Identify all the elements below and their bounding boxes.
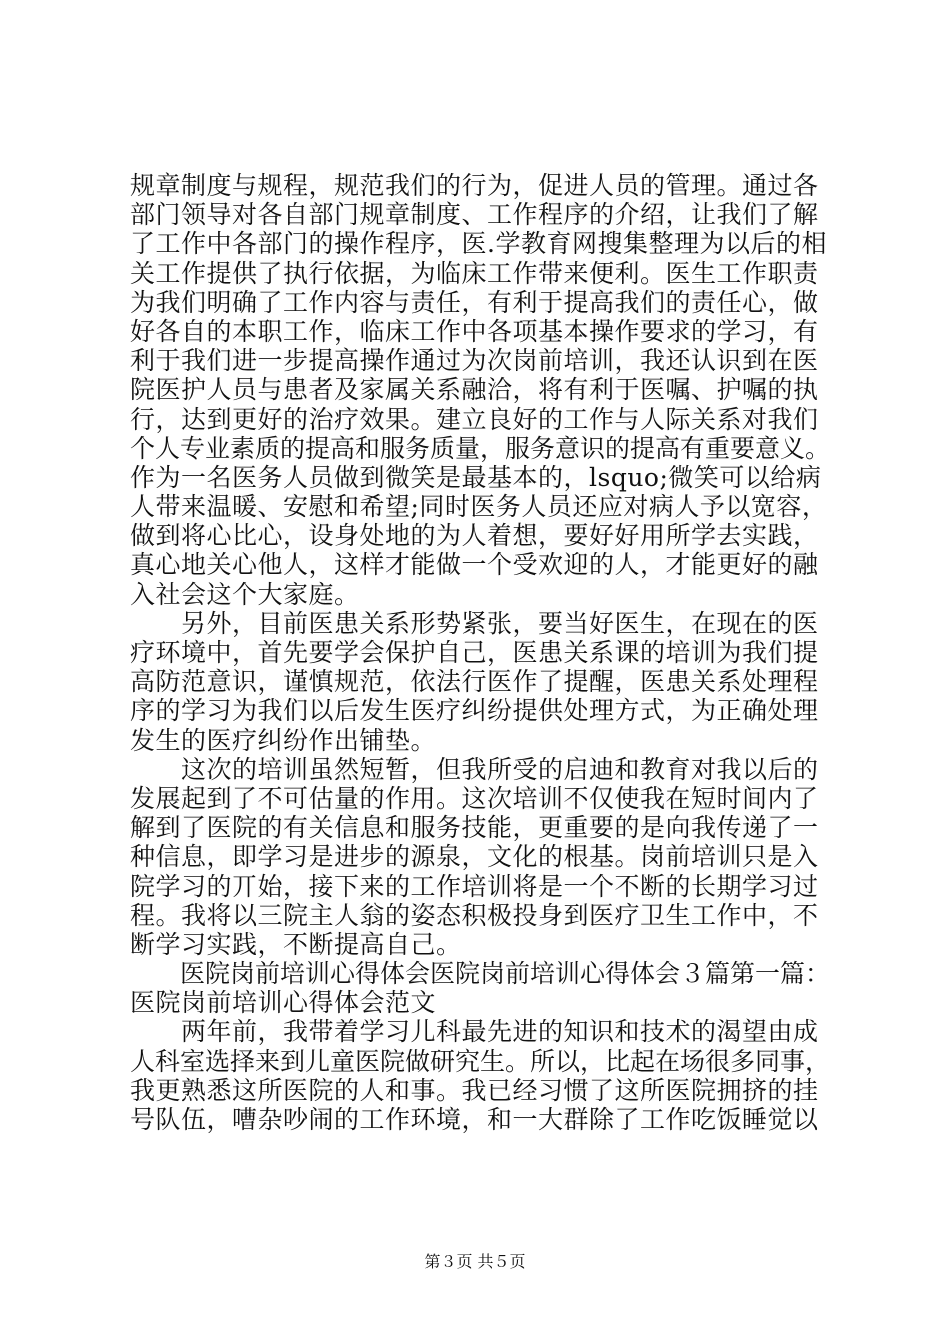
body-text-line: 真心地关心他人，这样才能做一个受欢迎的人，才能更好的融 [130, 550, 819, 580]
body-text-line: 程。我将以三院主人翁的姿态积极投身到医疗卫生工作中，不 [130, 900, 819, 930]
body-text-line: 人科室选择来到儿童医院做研究生。所以，比起在场很多同事， [130, 1046, 831, 1076]
body-text-line: 我更熟悉这所医院的人和事。我已经习惯了这所医院拥挤的挂 [130, 1075, 819, 1105]
body-text-line: 为我们明确了工作内容与责任，有利于提高我们的责任心，做 [130, 287, 819, 317]
body-text-line: 医院岗前培训心得体会医院岗前培训心得体会３篇第一篇： [130, 959, 831, 989]
body-text-line: 了工作中各部门的操作程序，医.学教育网搜集整理为以后的相 [130, 229, 827, 259]
body-text-line: 入社会这个大家庭。 [130, 579, 360, 609]
body-text-line: 院医护人员与患者及家属关系融洽，将有利于医嘱、护嘱的执 [130, 375, 819, 405]
body-text-line: 规章制度与规程，规范我们的行为，促进人员的管理。通过各 [130, 171, 819, 200]
body-text-line: 号队伍，嘈杂吵闹的工作环境，和一大群除了工作吃饭睡觉以 [130, 1105, 819, 1134]
document-body [130, 171, 830, 1134]
body-text-line: 部门领导对各自部门规章制度、工作程序的介绍，让我们了解 [130, 200, 819, 230]
body-text-line: 个人专业素质的提高和服务质量，服务意识的提高有重要意义。 [130, 433, 831, 463]
body-text-line: 序的学习为我们以后发生医疗纠纷提供处理方式，为正确处理 [130, 696, 819, 726]
page-number-label: 第３页 共５页 [424, 1252, 526, 1271]
body-text-line: 院学习的丌始，接下来的工作培训将是一个不断的长期学习过 [130, 871, 819, 901]
page-footer [0, 1252, 950, 1272]
body-text-line: 发展起到了不可估量的作用。这次培训不仅使我在短时间内了 [130, 783, 819, 813]
body-text-line: 好各自的本职工作，临床工作中各项基本操作要求的学习，有 [130, 316, 819, 346]
body-text-line: 疗环境中，首先要学会保护自己，医患关系课的培训为我们提 [130, 638, 819, 667]
body-text-line: 做到将心比心，设身处地的为人着想，要好好用所学去实践， [130, 521, 819, 551]
body-text-line: 另外，目前医患关系形势紧张，要当好医生，在现在的医 [130, 608, 819, 638]
body-text-line: 解到了医院的有关信息和服务技能，更重要的是向我传递了一 [130, 813, 819, 843]
body-text-line: 作为一名医务人员做到微笑是最基本的，lsquo;微笑可以给病 [130, 462, 822, 492]
body-text-line: 这次的培训虽然短暂，但我所受的启迪和教育对我以后的 [130, 754, 819, 784]
body-text-line: 医院岗前培训心得体会范文 [130, 988, 437, 1018]
body-text-line: 关工作提供了执行依据，为临床工作带来便利。医生工作职责 [130, 258, 819, 288]
body-text-line: 种信息，即学习是进步的源泉，文化的根基。岗前培训只是入 [130, 842, 819, 872]
body-text-line: 行，达到更好的治疗效果。建立良好的工作与人际关系对我们 [130, 404, 819, 434]
body-text-line: 利于我们进一步提高操作通过为次岗前培训，我还认识到在医 [130, 346, 819, 376]
body-text-line: 两年前，我带着学习儿科最先进的知识和技术的渴望由成 [130, 1017, 819, 1047]
body-text-line: 断学习实践，不断提高自己。 [130, 929, 462, 959]
body-text-line: 发生的医疗纠纷作出铺垫。 [130, 725, 437, 755]
body-text-line: 人带来温暖、安慰和希望;同时医务人员还应对病人予以宽容， [130, 492, 828, 522]
body-text-line: 高防范意识，谨慎规范，依法行医作了提醒，医患关系处理程 [130, 667, 819, 697]
